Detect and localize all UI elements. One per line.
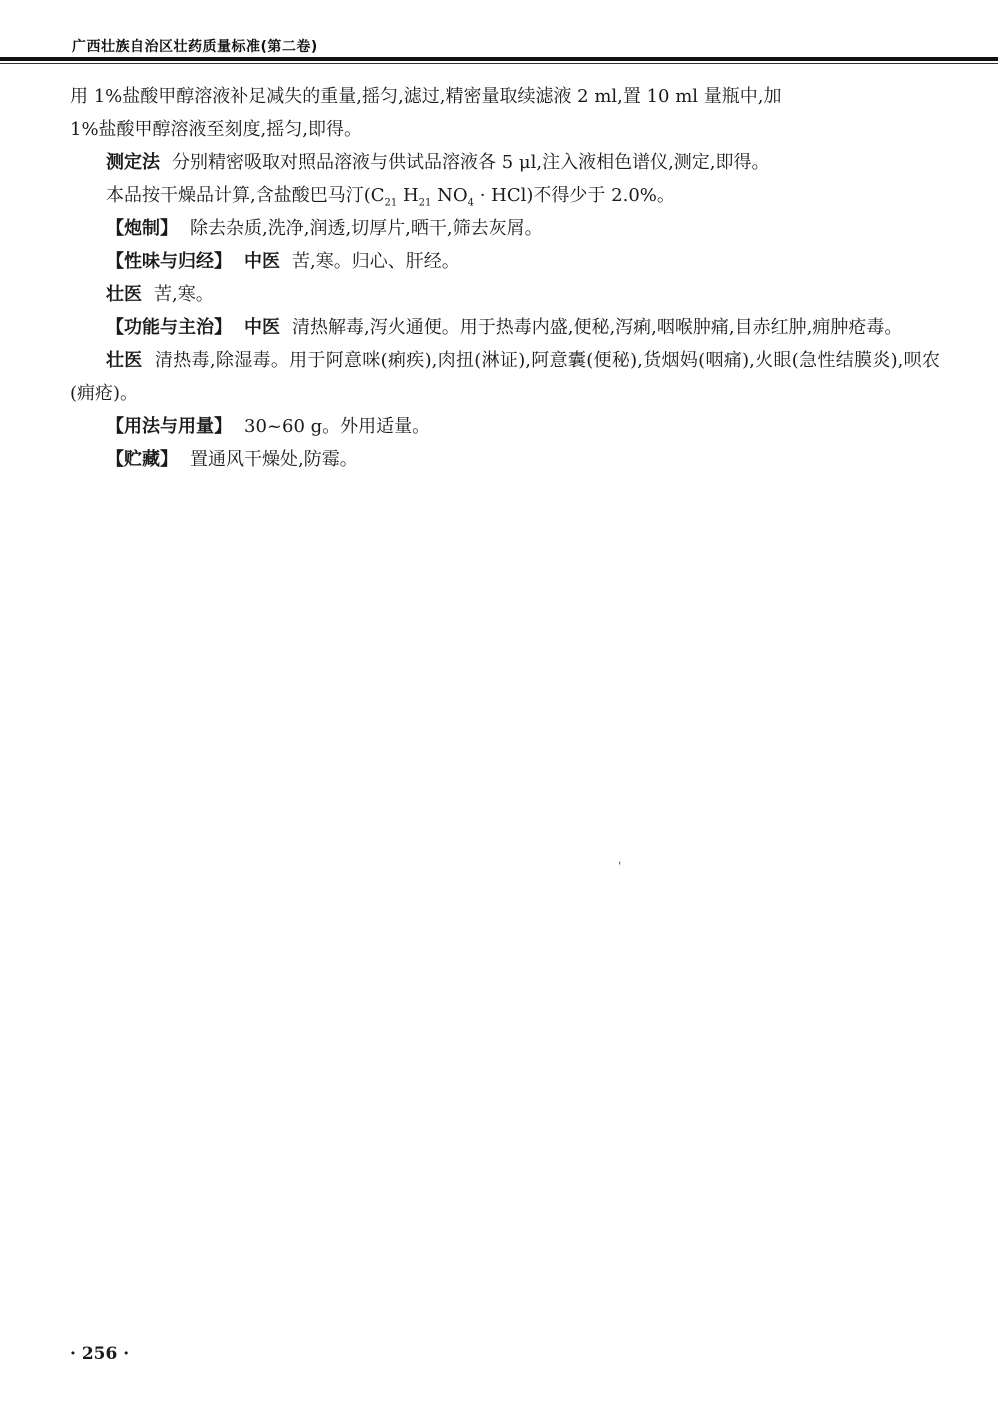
subsection-label: 中医 — [244, 251, 280, 272]
subsection-zhuang-nature — [70, 278, 940, 311]
text-run: 本品按干燥品计算,含盐酸巴马汀(C — [106, 185, 385, 206]
section-label: 【功能与主治】 — [106, 317, 232, 338]
text-run: NO — [431, 185, 468, 206]
subsection-label: 中医 — [244, 317, 280, 338]
section-text: 清热毒,除湿毒。用于阿意咪(痢疾),肉扭(淋证),阿意囊(便秘),货烟妈(咽痛),火眼(急性结膜炎),呗农(痈疮)。 — [70, 350, 940, 404]
section-label: 【炮制】 — [106, 218, 178, 239]
paragraph-content-limit — [70, 179, 940, 212]
paragraph-text: 分别精密吸取对照品溶液与供试品溶液各 5 μl,注入液相色谱仪,测定,即得。 — [172, 152, 770, 173]
section-label: 【性味与归经】 — [106, 251, 232, 272]
subsection-zhuang-functions — [70, 344, 940, 410]
subsection-label: 壮医 — [106, 284, 142, 305]
stray-ink-mark: ˌ — [618, 852, 622, 866]
subsection-label: 壮医 — [106, 350, 143, 371]
section-text: 置通风干燥处,防霉。 — [190, 449, 358, 470]
term-label: 测定法 — [106, 152, 160, 173]
page-number: · 256 · — [70, 1344, 130, 1364]
section-text: 30~60 g。外用适量。 — [244, 416, 431, 437]
subscript: 21 — [384, 197, 398, 209]
header-rule-thick — [0, 57, 998, 61]
header-rule-thin — [0, 63, 998, 64]
text-run: · HCl)不得少于 2.0%。 — [474, 185, 675, 206]
section-text: 苦,寒。 — [154, 284, 214, 305]
section-functions-indications — [70, 311, 940, 344]
subscript: 21 — [418, 197, 432, 209]
section-text: 除去杂质,洗净,润透,切厚片,晒干,筛去灰屑。 — [190, 218, 543, 239]
text-run: H — [397, 185, 419, 206]
text-line: 1%盐酸甲醇溶液至刻度,摇匀,即得。 — [70, 119, 362, 140]
section-nature-meridian — [70, 245, 940, 278]
section-storage — [70, 443, 940, 476]
paragraph-solution-prep — [70, 80, 940, 146]
book-title: 广西壮族自治区壮药质量标准(第二卷) — [72, 39, 318, 55]
section-processing — [70, 212, 940, 245]
running-header — [0, 0, 998, 70]
text-line: 用 1%盐酸甲醇溶液补足减失的重量,摇匀,滤过,精密量取续滤液 2 ml,置 10 ml 量瓶中,加 — [70, 86, 782, 107]
section-label: 【贮藏】 — [106, 449, 178, 470]
section-text: 清热解毒,泻火通便。用于热毒内盛,便秘,泻痢,咽喉肿痛,目赤红肿,痈肿疮毒。 — [292, 317, 903, 338]
section-label: 【用法与用量】 — [106, 416, 232, 437]
section-text: 苦,寒。归心、肝经。 — [292, 251, 460, 272]
section-usage-dosage — [70, 410, 940, 443]
page-body — [70, 80, 940, 476]
paragraph-assay-method — [70, 146, 940, 179]
subscript: 4 — [467, 197, 475, 209]
